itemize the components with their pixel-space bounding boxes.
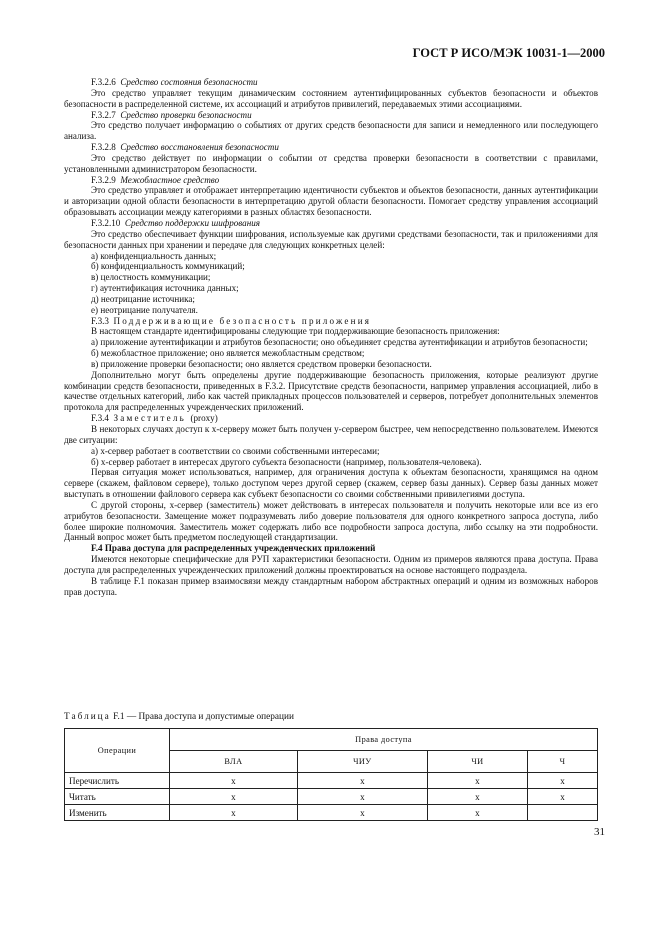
table-cell-operation: Изменить: [65, 805, 170, 821]
table-cell: x: [170, 773, 298, 789]
list-item: г) аутентификация источника данных;: [91, 283, 239, 294]
table-cell: x: [427, 789, 527, 805]
paragraph: Имеются некоторые специфические для РУП характеристики безопасности. Одним из примеров являются права доступа. Права доступа для распределенных учрежденческих приложений должны проектироваться на основе настоящего подраздела.: [64, 554, 598, 575]
section-heading: F.3.3 Поддерживающие безопасность приложения: [91, 315, 372, 326]
column-header-right: Ч: [528, 751, 598, 773]
column-header-rights: Права доступа: [170, 729, 598, 751]
list-item: в) целостность коммуникации;: [91, 272, 211, 283]
page-number: 31: [594, 826, 605, 838]
paragraph: Это средство получает информацию о событиях от других средств безопасности для записи и немедленного или последующего анализа.: [64, 120, 598, 142]
column-header-right: ЧИ: [427, 751, 527, 773]
list-item: а) приложение аутентификации и атрибутов безопасности; оно объединяет средства аутентификации и атрибутов безопасности;: [91, 337, 588, 348]
table-cell: x: [170, 805, 298, 821]
table-cell: x: [528, 773, 598, 789]
column-header-right: ВЛА: [170, 751, 298, 773]
list-item: е) неотрицание получателя.: [91, 304, 198, 315]
table-row: [65, 805, 598, 821]
section-heading: F.3.2.10 Средство поддержки шифрования: [91, 217, 261, 228]
table-cell: x: [297, 773, 427, 789]
paragraph: Дополнительно могут быть определены другие поддерживающие безопасность приложения, которые реализуют другие комбинации средств безопасности, приведенных в F.3.2. Присутствие средств безопасности, например управления ассоциацией, либо в качестве отдельных категорий, либо как частей прикладных процессов пользователей и серверов, потребует дополнительных элементов протокола для распределенных учрежденческих приложений.: [64, 369, 598, 413]
paragraph: Это средство управляет текущим динамическим состоянием аутентифицированных субъектов безопасности и объектов безопасности в распределенной системе, их ассоциаций и атрибутов привилегий, передаваемых этими ассоциациями.: [64, 87, 598, 109]
paragraph: В настоящем стандарте идентифицированы следующие три поддерживающие безопасность приложения:: [91, 326, 500, 337]
list-item: а) x-сервер работает в соответствии со своими собственными интересами;: [91, 445, 380, 456]
table-cell: x: [427, 805, 527, 821]
document-header: ГОСТ Р ИСО/МЭК 10031-1—2000: [412, 46, 605, 60]
paragraph: В некоторых случаях доступ к x-серверу может быть получен y-сервером быстрее, чем непосредственно пользователем. Имеются две ситуации:: [64, 424, 598, 445]
list-item: в) приложение проверки безопасности; оно является средством проверки безопасности.: [91, 358, 432, 369]
table-row: [65, 773, 598, 789]
list-item: а) конфиденциальность данных;: [91, 250, 217, 261]
section-heading: F.3.2.8 Средство восстановления безопасности: [91, 142, 279, 153]
access-rights-table: [64, 728, 598, 821]
section-heading: F.3.2.9 Межобластное средство: [91, 174, 220, 185]
paragraph: С другой стороны, x-сервер (заместитель) может действовать в интересах пользователя и получить некоторые или все из его атрибутов безопасности. Замещение может подразумевать либо доверие пользователя для одного конкретного запроса доступа, либо более широкие полномочия. Заместитель может содержать либо все подробности запроса доступа, либо ссылку на эти подробности. Данный вопрос может быть предметом последующей стандартизации.: [64, 499, 598, 543]
list-item: б) конфиденциальность коммуникаций;: [91, 261, 245, 272]
column-header-right: ЧИУ: [297, 751, 427, 773]
table-cell: x: [170, 789, 298, 805]
body-text: [64, 77, 598, 598]
list-item: д) неотрицание источника;: [91, 293, 195, 304]
paragraph: Это средство действует по информации о событии от средства проверки безопасности в соответствии с правилами, установленными администратором безопасности.: [64, 152, 598, 174]
table-row: [65, 789, 598, 805]
list-item: б) межобластное приложение; оно является межобластным средством;: [91, 348, 365, 359]
section-heading: F.3.4 Заместитель (proxy): [91, 413, 218, 424]
paragraph: В таблице F.1 показан пример взаимосвязи между стандартным набором абстрактных операций и одним из возможных наборов прав доступа.: [64, 575, 598, 597]
table-caption: Таблица F.1 — Права доступа и допустимые операции: [64, 712, 294, 722]
paragraph: Первая ситуация может использоваться, например, для ограничения доступа к объектам безопасности, хранящимся на одном сервере (скажем, файловом сервере), только доступом через другой сервер (скажем, сервер базы данных). Сервер базы данных может выступать в отношении файлового сервера как субъект безопасности со своими собственными привилегиями доступа.: [64, 467, 598, 500]
list-item: б) x-сервер работает в интересах другого субъекта безопасности (например, пользователя-человека).: [91, 456, 482, 467]
table-cell-operation: Перечислить: [65, 773, 170, 789]
section-heading: F.4 Права доступа для распределенных учрежденческих приложений: [91, 543, 376, 554]
column-header-operations: Операции: [65, 729, 170, 773]
table-cell: x: [427, 773, 527, 789]
paragraph: Это средство управляет и отображает интерпретацию идентичности субъектов и объектов безопасности, данных аутентификации и авторизации одной области безопасности в интерпретацию другой области безопасности. Помогает средству управления ассоциаций образовывать ассоциации между категориями в разных областях безопасности.: [64, 185, 598, 218]
section-heading: F.3.2.6 Средство состояния безопасности: [91, 77, 258, 87]
table-cell: x: [297, 805, 427, 821]
table-cell: x: [528, 789, 598, 805]
table-cell-operation: Читать: [65, 789, 170, 805]
table-cell: [528, 805, 598, 821]
table-header-row: [65, 729, 598, 751]
table-cell: x: [297, 789, 427, 805]
section-heading: F.3.2.7 Средство проверки безопасности: [91, 109, 252, 120]
paragraph: Это средство обеспечивает функции шифрования, используемые как другими средствами безопасности, так и приложениями для безопасности данных при хранении и передаче для следующих конкретных целей:: [64, 228, 598, 250]
